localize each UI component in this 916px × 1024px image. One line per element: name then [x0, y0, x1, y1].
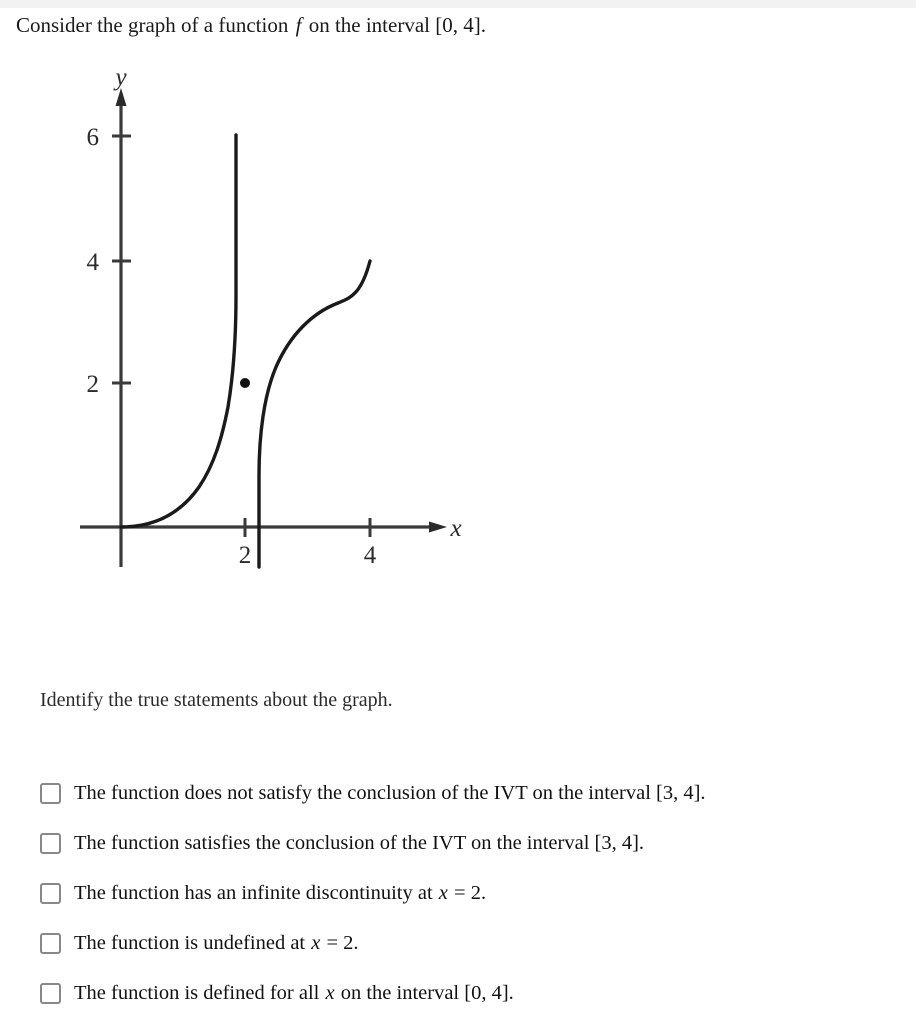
option-3-variable: x — [311, 932, 321, 954]
y-tick-label-6: 6 — [86, 124, 99, 151]
x-tick-label-2: 2 — [238, 542, 252, 569]
option-4-text-after: on the interval [0, 4]. — [340, 982, 514, 1004]
filled-point-marker — [240, 378, 250, 388]
y-axis-label: y — [115, 64, 127, 91]
checkbox-ivt-satisfied[interactable] — [40, 833, 61, 854]
option-row-1[interactable] — [40, 818, 900, 868]
curve-right-branch — [259, 261, 370, 567]
curve-right-branch-smooth — [259, 261, 370, 567]
curve-left-branch — [121, 135, 236, 527]
checkbox-infinite-discontinuity[interactable] — [40, 883, 61, 904]
option-label-3 — [74, 930, 359, 956]
question-text: Identify the true statements about the graph. — [40, 689, 393, 711]
top-strip — [0, 0, 916, 8]
prompt-text-after: on the interval [0, 4]. — [308, 13, 486, 37]
option-label-2 — [74, 880, 486, 906]
option-label-1: The function satisfies the conclusion of the IVT on the interval [3, 4]. — [74, 832, 645, 854]
page-title — [16, 12, 486, 38]
function-graph-figure — [0, 55, 520, 595]
checkbox-undefined[interactable] — [40, 933, 61, 954]
checkbox-defined-all[interactable] — [40, 983, 61, 1004]
option-4-text-before: The function is defined for all — [74, 982, 320, 1004]
curve-right-branch-top — [259, 261, 370, 567]
x-axis-label: x — [450, 515, 462, 542]
option-row-3[interactable] — [40, 918, 900, 968]
x-axis-arrowhead — [429, 522, 447, 533]
option-row-2[interactable] — [40, 868, 900, 918]
option-row-0[interactable] — [40, 768, 900, 818]
option-4-variable: x — [325, 982, 335, 1004]
y-tick-label-2: 2 — [86, 371, 99, 398]
x-tick-label-4: 4 — [363, 542, 377, 569]
option-2-text-after: = 2. — [454, 882, 487, 904]
option-3-text-before: The function is undefined at — [74, 932, 306, 954]
prompt-text-before: Consider the graph of a function — [16, 13, 289, 37]
option-row-4[interactable] — [40, 968, 900, 1018]
options-list — [40, 768, 900, 1018]
option-label-4 — [74, 980, 514, 1006]
option-2-variable: x — [438, 882, 448, 904]
checkbox-ivt-not-satisfied[interactable] — [40, 783, 61, 804]
option-2-text-before: The function has an infinite discontinuity at — [74, 882, 433, 904]
option-label-0: The function does not satisfy the conclusion of the IVT on the interval [3, 4]. — [74, 782, 706, 804]
prompt-function-variable: f — [295, 13, 302, 37]
option-3-text-after: = 2. — [326, 932, 359, 954]
y-tick-label-4: 4 — [86, 249, 99, 276]
